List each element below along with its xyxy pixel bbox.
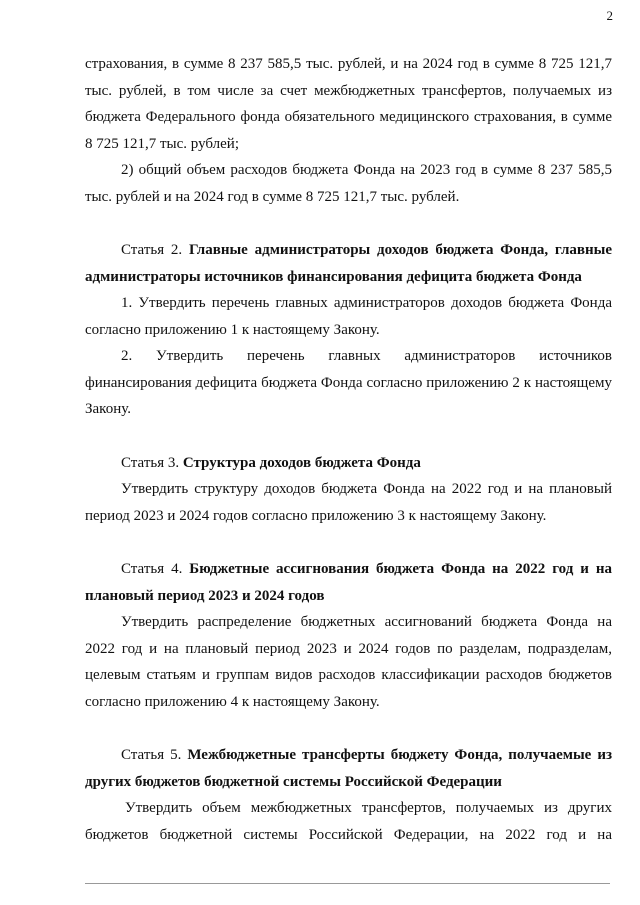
page-number: 2	[606, 8, 613, 23]
article-2-item-1: 1. Утвердить перечень главных администраторов доходов бюджета Фонда согласно приложению 1 к настоящему Закону.	[85, 295, 612, 338]
article-2-heading	[85, 237, 612, 290]
article-2-item-2: 2. Утвердить перечень главных администраторов источников финансирования дефицита бюджета Фонда согласно приложению 2 к настоящему Закону.	[85, 348, 612, 417]
article-3-title: Структура доходов бюджета Фонда	[182, 454, 421, 471]
article-4-heading	[85, 556, 612, 609]
article-3-heading	[85, 450, 612, 477]
article-4-text: Утвердить распределение бюджетных ассигнований бюджета Фонда на 2022 год и на плановый период 2023 и 2024 годов по разделам, подразделам, целевым статьям и группам видов расходов классификации расходов бюджетов согласно приложению 4 к настоящему Закону.	[85, 614, 612, 710]
document-body	[85, 51, 612, 848]
article-5-label: Статья 5.	[121, 747, 182, 763]
article-3-label: Статья 3.	[121, 454, 180, 471]
article-5-text: Утвердить объем межбюджетных трансфертов, получаемых из других бюджетов бюджетной системы Российской Федерации, на 2022 год и на	[85, 800, 612, 843]
article-5-title: Межбюджетные трансферты бюджету Фонда, получаемые из других бюджетов бюджетной системы Российской Федерации	[85, 747, 612, 790]
article-2-label: Статья 2.	[121, 242, 183, 258]
page-bottom-rule	[85, 883, 610, 884]
article-4-label: Статья 4.	[121, 561, 183, 577]
article-3-text: Утвердить структуру доходов бюджета Фонда на 2022 год и на плановый период 2023 и 2024 годов согласно приложению 3 к настоящему Закону.	[85, 481, 612, 524]
intro-paragraph-2: 2) общий объем расходов бюджета Фонда на 2023 год в сумме 8 237 585,5 тыс. рублей и на 2024 год в сумме 8 725 121,7 тыс. рублей.	[85, 162, 612, 205]
article-4-title: Бюджетные ассигнования бюджета Фонда на 2022 год и на плановый период 2023 и 2024 годов	[85, 561, 612, 604]
intro-paragraph-1: страхования, в сумме 8 237 585,5 тыс. рублей, и на 2024 год в сумме 8 725 121,7 тыс. рублей, в том числе за счет межбюджетных трансфертов, получаемых из бюджета Федерального фонда обязательного медицинского страхования, в сумме 8 725 121,7 тыс. рублей;	[85, 56, 612, 152]
article-5-heading	[85, 742, 612, 795]
article-2-title: Главные администраторы доходов бюджета Фонда, главные администраторы источников финансирования дефицита бюджета Фонда	[85, 242, 612, 285]
